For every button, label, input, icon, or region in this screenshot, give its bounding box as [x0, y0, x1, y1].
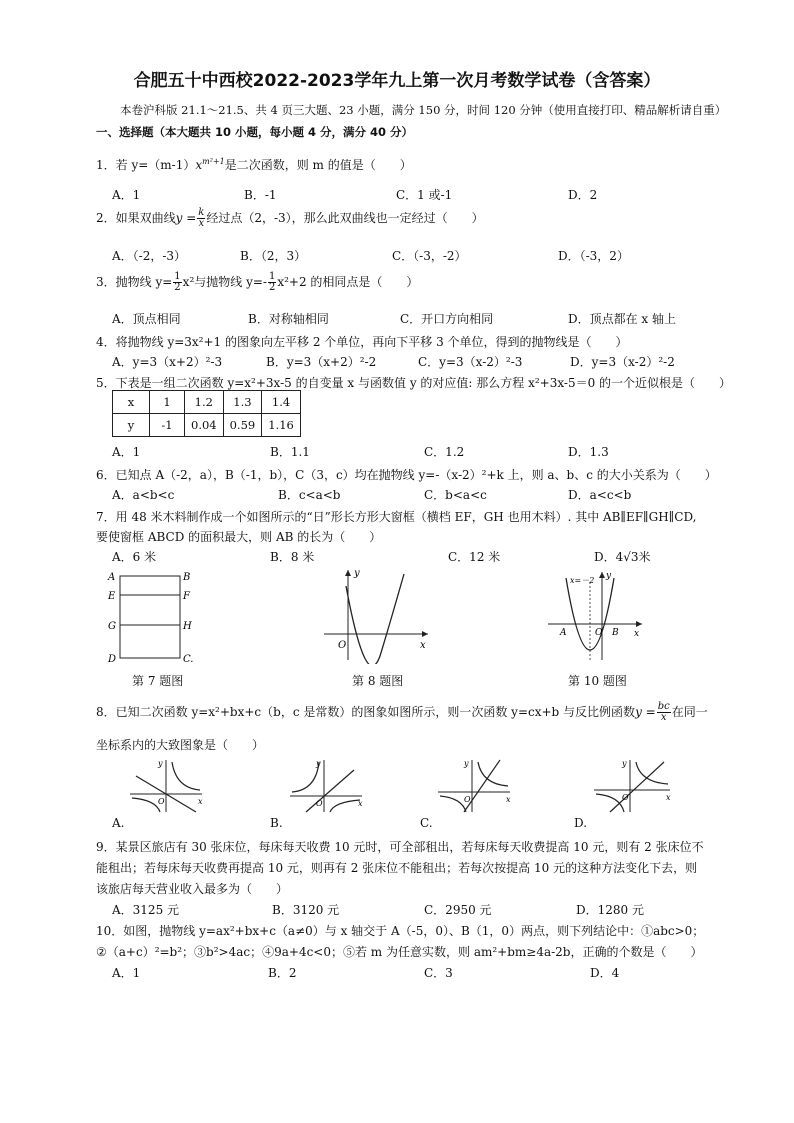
q8-option-b: B.	[270, 816, 283, 830]
q5-option-d: D．1.3	[568, 445, 609, 459]
q8-option-d: D.	[574, 816, 588, 830]
q8-den: x	[660, 712, 667, 723]
q7-option-c: C．12 米	[448, 550, 501, 564]
exam-intro: 本卷沪科版 21.1～21.5、共 4 页三大题、23 小题，满分 150 分，时间 120 分钟（使用直接打印、精品解析请自重）	[120, 103, 727, 117]
label-origin: O	[595, 628, 603, 638]
table-cell: 1.2	[185, 391, 224, 414]
table-row	[113, 391, 301, 414]
label-origin: O	[464, 795, 471, 804]
q8-graph-a	[126, 756, 206, 814]
q5-option-c: C．1.2	[424, 445, 465, 459]
q2-den: x	[198, 218, 205, 229]
label-y: y	[158, 759, 163, 768]
q3-num-1: 1	[174, 271, 181, 282]
q2-option-b: B．（2，3）	[240, 249, 307, 263]
parabola-curve	[346, 574, 404, 664]
q3-fraction-1	[173, 272, 181, 293]
label-f: F	[183, 591, 190, 602]
label-x: x	[634, 629, 640, 639]
page-title: 合肥五十中西校2022-2023学年九上第一次月考数学试卷（含答案）	[133, 71, 661, 91]
question-2-stem	[96, 208, 484, 229]
question-5-stem: 5．下表是一组二次函数 y=x²+3x-5 的自变量 x 与函数值 y 的对应值: 那么方程 x²+3x-5＝0 的一个近似根是（ ）	[96, 376, 732, 390]
question-10-line-1: 10．如图，抛物线 y=ax²+bx+c（a≠0）与 x 轴交于 A（-5，0）、B（1，0）两点，则下列结论中：①abc>0；	[96, 924, 705, 938]
q2-y: y =	[175, 211, 197, 225]
q2-fraction	[197, 208, 205, 229]
q8-post: 在同一	[671, 705, 708, 719]
question-9-line-2: 能租出；若每床每天收费再提高 10 元，则再有 2 张床位不能租出；若每次按提高 10 元的这种方法变化下去，则	[96, 861, 698, 875]
question-3-stem	[96, 272, 418, 293]
question-10-line-2: ②（a+c）²=b²；③b²>4ac；④9a+4c<0；⑤若 m 为任意实数，则 am²+bm≥4a-2b，正确的个数是（ ）	[96, 945, 703, 959]
line-graph	[464, 760, 500, 812]
hyperbola-branch-2	[132, 798, 160, 812]
q3-option-c: C．开口方向相同	[400, 312, 494, 326]
q9-option-d: D．1280 元	[576, 903, 644, 917]
label-d: D	[108, 654, 117, 665]
hyperbola-branch-2	[330, 800, 360, 812]
q1-option-d: D．2	[568, 188, 598, 202]
q9-option-a: A．3125 元	[112, 903, 180, 917]
q4-option-c: C．y=3（x-2）²-3	[418, 355, 523, 369]
q6-option-d: D．a<c<b	[568, 488, 632, 502]
q6-option-a: A．a<b<c	[112, 488, 175, 502]
q7-option-a: A．6 米	[112, 550, 157, 564]
table-cell: 0.04	[185, 414, 224, 437]
question-8-line-2: 坐标系内的大致图象是（ ）	[96, 738, 265, 752]
label-x: x	[198, 797, 203, 806]
q5-value-table	[112, 390, 301, 437]
q7-option-d: D．4√3米	[594, 550, 651, 564]
line-graph	[610, 762, 664, 812]
q1-exp: m²+1	[202, 157, 225, 166]
y-axis-arrow	[599, 572, 605, 578]
q3-post: x²+2 的相同点是（ ）	[277, 275, 419, 289]
q2-post: 经过点（2，-3），那么此双曲线也一定经过（ ）	[206, 211, 484, 225]
q3-option-b: B．对称轴相同	[248, 312, 329, 326]
q8-fraction	[657, 702, 671, 723]
table-cell: 1	[150, 391, 185, 414]
question-7-line-1: 7．用 48 米木料制作成一个如图所示的“日”形长方形大窗框（横档 EF，GH 也用木料）. 其中 AB∥EF∥GH∥CD,	[96, 510, 697, 524]
hyperbola-branch-2	[440, 796, 466, 812]
figure-10-parabola	[546, 568, 646, 664]
table-cell: -1	[150, 414, 185, 437]
q8-graph-d	[590, 756, 674, 814]
label-x: x	[358, 799, 363, 808]
q5-option-a: A．1	[112, 445, 141, 459]
label-a: A	[560, 628, 567, 638]
table-cell: 1.4	[262, 391, 301, 414]
label-y: y	[622, 759, 627, 768]
q6-option-b: B．c<a<b	[278, 488, 341, 502]
q6-option-c: C．b<a<c	[424, 488, 487, 502]
q10-option-d: D．4	[590, 966, 620, 980]
q1-option-a: A．1	[112, 188, 141, 202]
question-9-line-1: 9．某景区旅店有 30 张床位，每床每天收费 10 元时，可全部租出，若每床每天收费提高 10 元，则有 2 张床位不	[96, 840, 704, 854]
q3-den-2: 2	[268, 282, 276, 293]
hyperbola-branch-1	[292, 762, 319, 792]
q4-option-b: B．y=3（x+2）²-2	[266, 355, 377, 369]
question-9-line-3: 该旅店每天营业收入最多为（ ）	[96, 882, 289, 896]
table-cell: 0.59	[223, 414, 262, 437]
q8-graph-c	[434, 756, 514, 814]
q3-pre: 3．抛物线 y=	[96, 275, 173, 289]
q9-option-c: C．2950 元	[424, 903, 492, 917]
q1-option-b: B．-1	[244, 188, 277, 202]
q3-num-2: 1	[268, 271, 276, 282]
label-origin: O	[316, 799, 323, 808]
question-4-stem: 4．将抛物线 y=3x²+1 的图象向左平移 2 个单位，再向下平移 3 个单位，得到的抛物线是（ ）	[96, 335, 628, 349]
label-y: y	[606, 571, 612, 581]
q10-option-b: B．2	[268, 966, 297, 980]
section-heading-choice: 一、选择题（本大题共 10 小题，每小题 4 分，满分 40 分）	[96, 125, 414, 139]
label-x: x	[666, 793, 671, 802]
question-6-stem: 6．已知点 A（-2，a），B（-1，b），C（3，c）均在抛物线 y=-（x-2）²+k 上，则 a、b、c 的大小关系为（ ）	[96, 468, 717, 482]
table-cell: x	[113, 391, 150, 414]
q8-option-c: C.	[420, 816, 433, 830]
figure-8-caption: 第 8 题图	[352, 674, 404, 688]
q4-option-a: A．y=3（x+2）²-3	[112, 355, 223, 369]
label-origin: O	[338, 640, 347, 651]
label-e: E	[108, 591, 116, 602]
figure-7-caption: 第 7 题图	[132, 674, 184, 688]
question-1-stem	[96, 156, 412, 173]
y-axis-arrow	[345, 570, 351, 576]
q10-option-a: A．1	[112, 966, 141, 980]
label-x: x	[506, 795, 511, 804]
label-y: y	[316, 759, 321, 768]
q3-mid: x²与抛物线 y=-	[182, 275, 267, 289]
q1-base: x	[195, 158, 203, 172]
table-cell: 1.16	[262, 414, 301, 437]
label-h: H	[183, 621, 192, 632]
q8-y: y =	[635, 705, 656, 719]
label-y: y	[464, 759, 469, 768]
hyperbola-branch-1	[478, 762, 508, 786]
q2-option-c: C．（-3，-2）	[392, 249, 467, 263]
label-symmetry: x=－2	[570, 576, 595, 585]
label-b: B	[612, 628, 619, 638]
q3-den-1: 2	[174, 282, 181, 293]
q1-pre: 1．若 y=（m-1）	[96, 158, 196, 172]
question-7-line-2: 要使窗框 ABCD 的面积最大，则 AB 的长为（ ）	[96, 530, 382, 544]
q2-num: k	[198, 207, 205, 218]
label-origin: O	[158, 797, 165, 806]
x-axis-arrow	[422, 631, 428, 637]
q10-option-c: C．3	[424, 966, 453, 980]
x-axis-arrow	[636, 621, 642, 627]
q8-option-a: A.	[112, 816, 125, 830]
table-row	[113, 414, 301, 437]
q5-option-b: B．1.1	[270, 445, 310, 459]
label-a: A	[108, 572, 116, 583]
question-8-stem	[96, 702, 708, 723]
q1-option-c: C．1 或-1	[396, 188, 453, 202]
q9-option-b: B．3120 元	[272, 903, 340, 917]
label-c: C.	[183, 654, 194, 665]
q3-option-a: A．顶点相同	[112, 312, 181, 326]
q4-option-d: D．y=3（x-2）²-2	[570, 355, 675, 369]
q3-fraction-2	[268, 272, 276, 293]
figure-7-window-frame	[104, 568, 204, 666]
label-g: G	[108, 621, 116, 632]
line-graph	[306, 770, 354, 812]
label-y: y	[354, 568, 360, 579]
q2-pre: 2．如果双曲线	[96, 211, 176, 225]
table-cell: 1.3	[223, 391, 262, 414]
hyperbola-branch-1	[172, 762, 200, 790]
q8-graph-b	[286, 756, 366, 814]
figure-10-caption: 第 10 题图	[568, 674, 627, 688]
q2-option-d: D．（-3，2）	[558, 249, 629, 263]
table-cell: y	[113, 414, 150, 437]
figure-8-parabola	[318, 564, 434, 664]
q1-post: 是二次函数，则 m 的值是（ ）	[224, 158, 412, 172]
label-x: x	[420, 640, 426, 651]
q3-option-d: D．顶点都在 x 轴上	[568, 312, 677, 326]
q7-option-b: B．8 米	[270, 550, 315, 564]
label-b: B	[183, 572, 191, 583]
frame-rect	[120, 576, 180, 658]
q2-option-a: A．（-2，-3）	[112, 249, 187, 263]
q8-num: bc	[657, 701, 670, 712]
label-origin: O	[622, 793, 629, 802]
q8-pre: 8．已知二次函数 y=x²+bx+c（b，c 是常数）的图象如图所示，则一次函数 y=cx+b 与反比例函数	[96, 705, 636, 719]
